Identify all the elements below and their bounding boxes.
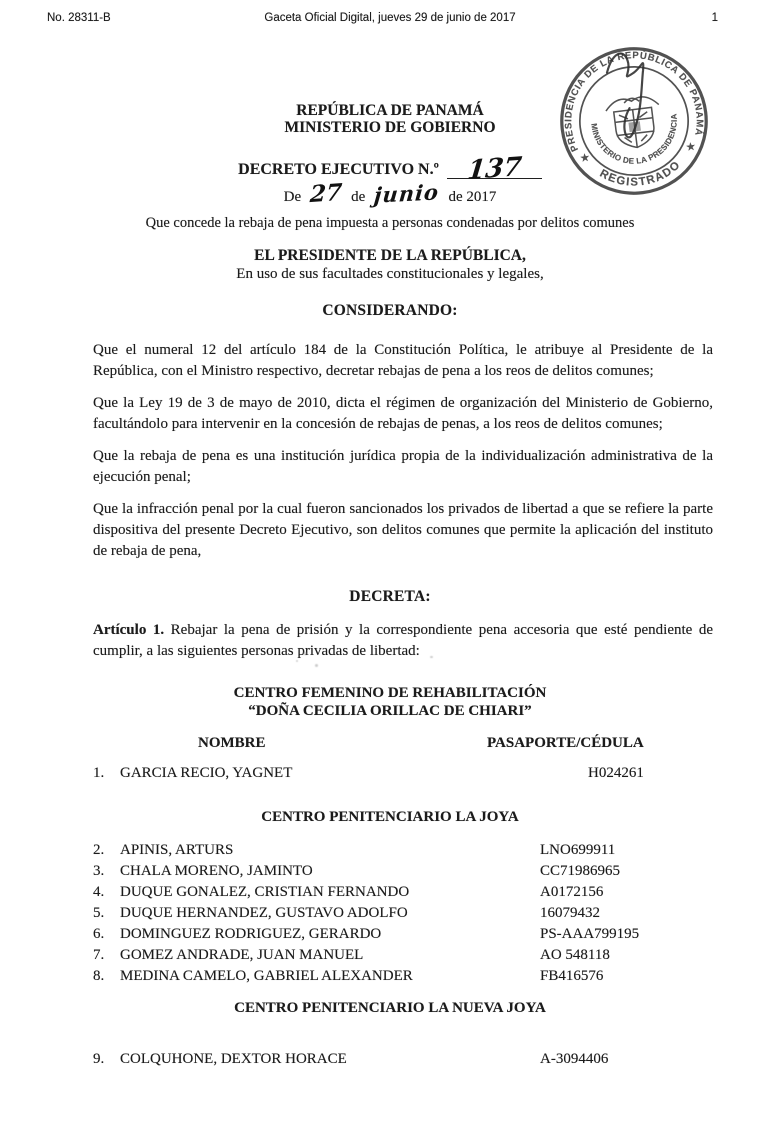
inmate-id: PS-AAA799195 <box>540 926 640 942</box>
scan-noise-speck <box>303 652 307 655</box>
seal-graphic <box>549 36 718 205</box>
column-header-pasaporte: PASAPORTE/CÉDULA <box>487 735 644 751</box>
date-word-de: De <box>283 189 302 205</box>
inmate-id: H024261 <box>588 765 644 781</box>
gazette-doc-number: No. 28311-B <box>47 12 111 24</box>
considerando-heading: CONSIDERANDO: <box>322 302 458 319</box>
seal-star-right-icon: ★ <box>685 140 697 154</box>
section-title-line: CENTRO PENITENCIARIO LA JOYA <box>261 809 519 825</box>
inmate-name: GOMEZ ANDRADE, JUAN MANUEL <box>120 947 364 963</box>
scan-noise-speck <box>430 656 433 658</box>
row-number: 1. <box>93 765 105 781</box>
row-number: 6. <box>93 926 105 942</box>
inmate-name: DUQUE GONALEZ, CRISTIAN FERNANDO <box>120 884 410 900</box>
handwritten-decree-number: 137 <box>465 151 524 187</box>
row-number: 5. <box>93 905 105 921</box>
table-row <box>93 840 733 861</box>
seal-star-left-icon: ★ <box>579 151 591 166</box>
decree-label: DECRETO EJECUTIVO N.º <box>238 161 439 178</box>
considerando-paragraph: Que la Ley 19 de 3 de mayo de 2010, dicta el régimen de organización del Ministerio de Gobierno, facultándolo para intervenir en la concesión de rebajas de penas, a los reos de delitos comunes; <box>93 395 713 432</box>
inmate-id: CC71986965 <box>540 863 621 879</box>
section-title-la-joya <box>0 808 780 826</box>
coat-of-arms <box>605 95 664 151</box>
handwritten-month: junio <box>373 179 441 208</box>
inmate-id: AO 548118 <box>540 947 610 963</box>
scan-noise-speck <box>315 664 318 667</box>
section-title-line: “DOÑA CECILIA ORILLAC DE CHIARI” <box>248 703 532 719</box>
table-row <box>93 763 733 784</box>
section-title-line: CENTRO PENITENCIARIO LA NUEVA JOYA <box>234 1000 546 1016</box>
row-number: 4. <box>93 884 105 900</box>
column-header-nombre: NOMBRE <box>198 735 266 751</box>
handwritten-day: 27 <box>309 178 344 209</box>
page-number: 1 <box>711 12 718 24</box>
scan-noise-speck <box>296 660 298 662</box>
powers-line: En uso de sus facultades constitucionales y legales, <box>236 266 544 282</box>
gazette-title: Gaceta Oficial Digital, jueves 29 de junio de 2017 <box>264 12 516 24</box>
articulo-label: Artículo 1. <box>93 622 165 638</box>
considerando-paragraph: Que la rebaja de pena es una institución jurídica propia de la individualización administrativa de la ejecución penal; <box>93 448 713 485</box>
articulo-paragraph <box>93 620 713 662</box>
inmate-list-la-joya <box>93 840 733 987</box>
ministry-title: MINISTERIO DE GOBIERNO <box>284 119 496 136</box>
seal-inner-ring-text: MINISTERIO DE LA PRESIDENCIA <box>589 113 679 166</box>
inmate-id: A0172156 <box>540 884 604 900</box>
section-title-la-nueva-joya <box>0 999 780 1017</box>
decreta-heading: DECRETA: <box>349 588 431 605</box>
date-word-de2: de <box>351 189 366 205</box>
section-title-line: CENTRO FEMENINO DE REHABILITACIÓN <box>233 685 547 701</box>
table-row <box>93 882 733 903</box>
inmate-id: LNO699911 <box>540 842 616 858</box>
row-number: 2. <box>93 842 105 858</box>
table-row <box>93 903 733 924</box>
row-number: 3. <box>93 863 105 879</box>
president-heading: EL PRESIDENTE DE LA REPÚBLICA, <box>254 247 526 264</box>
inmate-id: FB416576 <box>540 968 604 984</box>
decree-number-underline <box>447 151 542 187</box>
table-row <box>93 945 733 966</box>
inmate-list-centro-femenino <box>93 763 733 784</box>
table-column-headers <box>198 735 780 752</box>
table-row <box>93 1049 733 1070</box>
considerando-paragraph: Que el numeral 12 del artículo 184 de la Constitución Política, le atribuye al Presidente de la República, con el Ministro respectivo, decretar rebajas de pena a los reos de delitos comunes; <box>93 342 713 379</box>
table-row <box>93 924 733 945</box>
seal-outer-ring-text: PRESIDENCIA DE LA REPÚBLICA DE PANAMÁ <box>563 50 705 154</box>
decree-subject: Que concede la rebaja de pena impuesta a personas condenadas por delitos comunes <box>145 215 635 231</box>
inmate-id: 16079432 <box>540 905 600 921</box>
considerando-paragraphs <box>93 340 713 562</box>
inmate-name: DUQUE HERNANDEZ, GUSTAVO ADOLFO <box>120 905 408 921</box>
date-year: de 2017 <box>448 189 497 205</box>
republic-title: REPÚBLICA DE PANAMÁ <box>296 102 484 119</box>
official-seal <box>549 36 718 205</box>
table-row <box>93 966 733 987</box>
articulo-text: Rebajar la pena de prisión y la correspondiente pena accesoria que esté pendiente de cumplir, a las siguientes personas privadas de libertad: <box>93 622 714 659</box>
seal-registrado-text: REGISTRADO <box>597 158 684 189</box>
inmate-list-la-nueva-joya <box>93 1049 733 1070</box>
row-number: 7. <box>93 947 105 963</box>
inmate-name: GARCIA RECIO, YAGNET <box>120 765 293 781</box>
inmate-name: APINIS, ARTURS <box>120 842 234 858</box>
row-number: 9. <box>93 1051 105 1067</box>
inmate-id: A-3094406 <box>540 1051 609 1067</box>
table-row <box>93 861 733 882</box>
inmate-name: DOMINGUEZ RODRIGUEZ, GERARDO <box>120 926 382 942</box>
considerando-paragraph: Que la infracción penal por la cual fueron sancionados los privados de libertad a que se refiere la parte dispositiva del presente Decreto Ejecutivo, son delitos comunes que permite la aplicación del instituto de rebaja de pena, <box>93 501 713 559</box>
inmate-name: COLQUHONE, DEXTOR HORACE <box>120 1051 347 1067</box>
gazette-header <box>0 0 780 30</box>
section-title-centro-femenino <box>0 684 780 720</box>
inmate-name: CHALA MORENO, JAMINTO <box>120 863 313 879</box>
inmate-name: MEDINA CAMELO, GABRIEL ALEXANDER <box>120 968 413 984</box>
row-number: 8. <box>93 968 105 984</box>
